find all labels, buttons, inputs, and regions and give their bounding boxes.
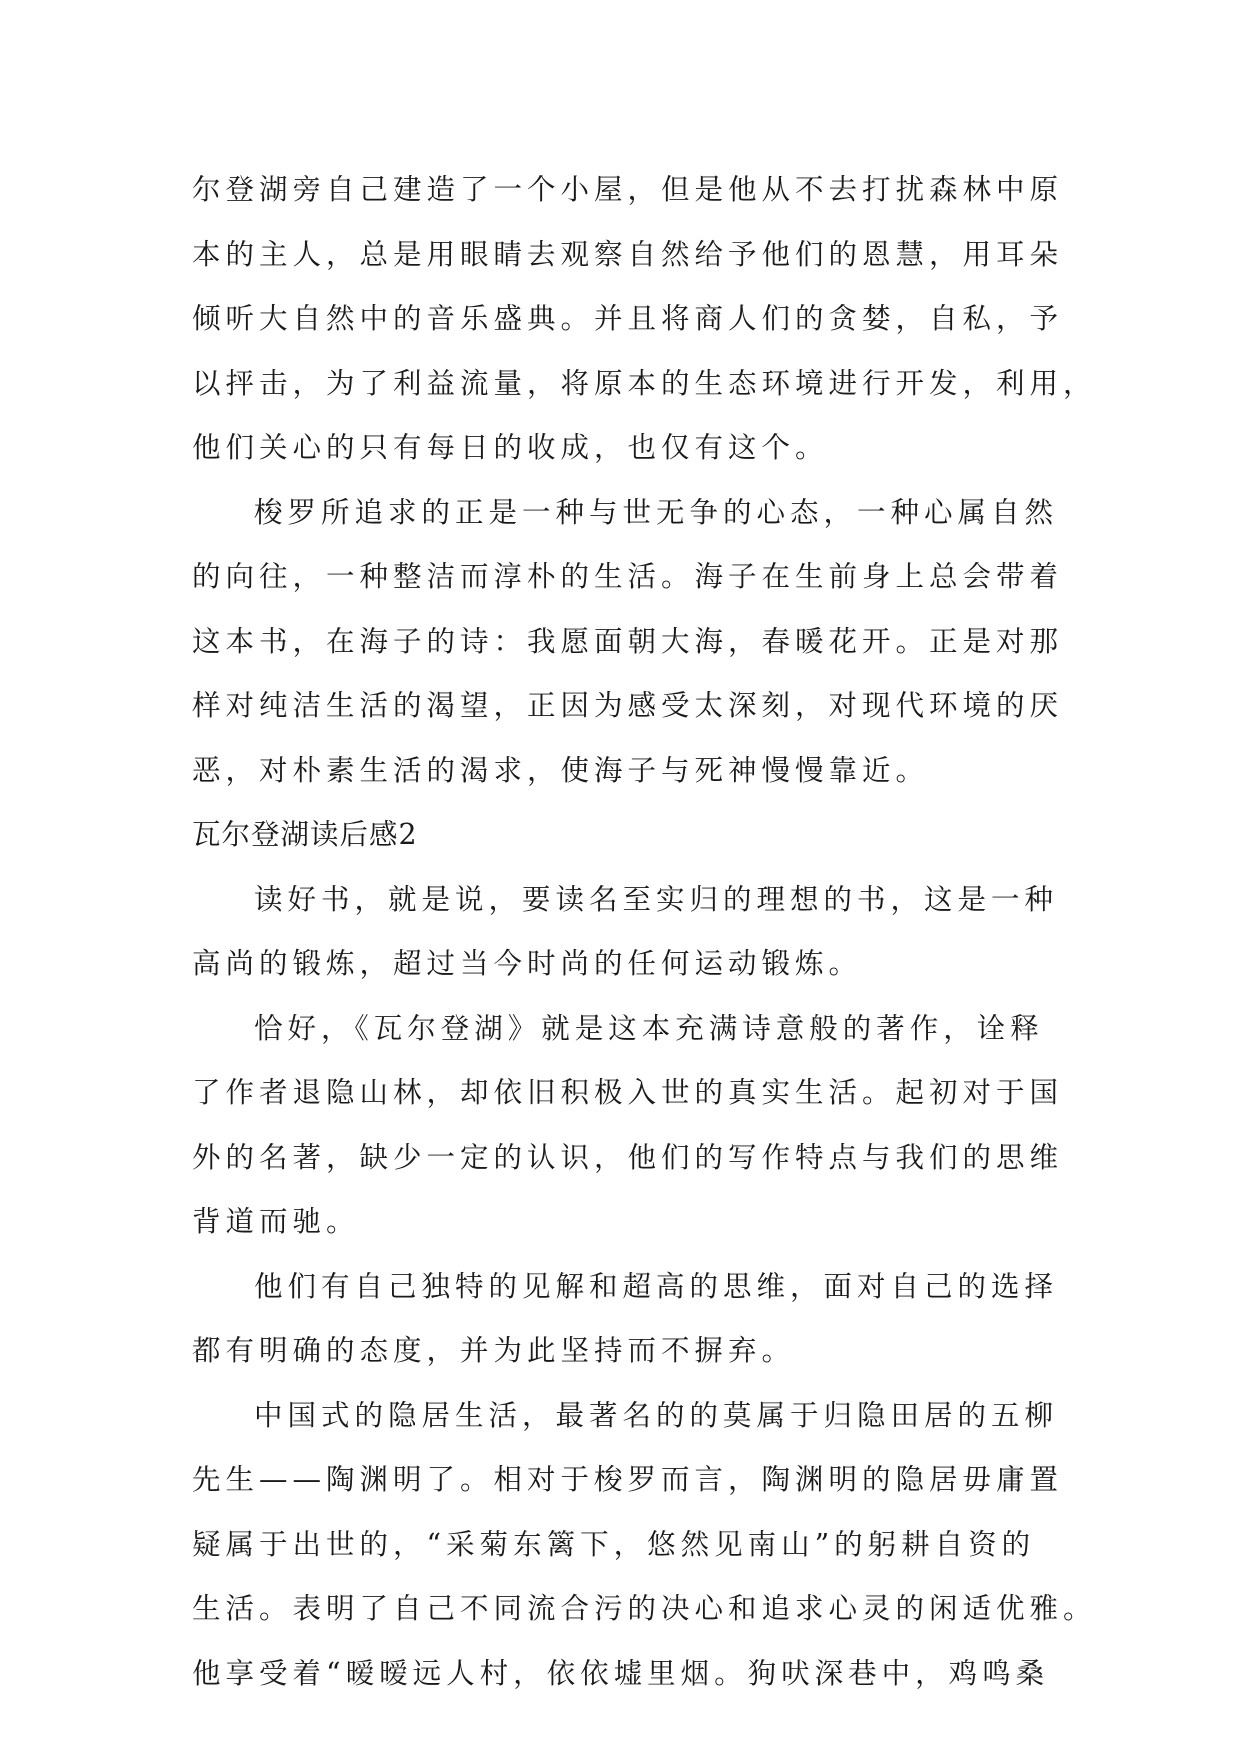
text-line: 以抨击，为了利益流量，将原本的生态环境进行开发，利用， <box>192 366 1097 400</box>
text-line: 都有明确的态度，并为此坚持而不摒弃。 <box>192 1334 796 1367</box>
section-heading: 瓦尔登湖读后感2 <box>192 818 418 851</box>
text-line: 他们关心的只有每日的收成，也仅有这个。 <box>192 431 829 464</box>
text-line: 他享受着“暧暧远人村，依依墟里烟。狗吠深巷中，鸡鸣桑 <box>192 1656 1050 1690</box>
text-line: 恶，对朴素生活的渴求，使海子与死神慢慢靠近。 <box>192 753 930 787</box>
text-line: 样对纯洁生活的渴望，正因为感受太深刻，对现代环境的厌 <box>192 689 1064 722</box>
paragraph-start-line: 恰好，《瓦尔登湖》就是这本充满诗意般的著作，诠释 <box>254 1011 1044 1045</box>
paragraph-start-line: 他们有自己独特的见解和超高的思维，面对自己的选择 <box>254 1269 1059 1303</box>
text-line: 高尚的锻炼，超过当今时尚的任何运动锻炼。 <box>192 947 863 980</box>
paragraph-start-line: 读好书，就是说，要读名至实归的理想的书，这是一种 <box>254 882 1059 916</box>
text-line: 这本书，在海子的诗：我愿面朝大海，春暖花开。正是对那 <box>192 624 1064 658</box>
text-line: 的向往，一种整洁而淳朴的生活。海子在生前身上总会带着 <box>192 560 1064 593</box>
text-line: 生活。表明了自己不同流合污的决心和追求心灵的闲适优雅。 <box>192 1592 1097 1625</box>
text-line: 了作者退隐山林，却依旧积极入世的真实生活。起初对于国 <box>192 1076 1064 1109</box>
paragraph-start-line: 中国式的隐居生活，最著名的的莫属于归隐田居的五柳 <box>254 1398 1059 1432</box>
text-line: 背道而驰。 <box>192 1205 360 1238</box>
text-line: 先生——陶渊明了。相对于梭罗而言，陶渊明的隐居毋庸置 <box>192 1463 1064 1496</box>
document-body <box>192 158 1097 1706</box>
text-line: 外的名著，缺少一定的认识，他们的写作特点与我们的思维 <box>192 1140 1064 1174</box>
text-line: 本的主人，总是用眼睛去观察自然给予他们的恩慧，用耳朵 <box>192 237 1064 271</box>
text-line: 疑属于出世的，“采菊东篱下，悠然见南山”的躬耕自资的 <box>192 1527 1036 1561</box>
paragraph-start-line: 梭罗所追求的正是一种与世无争的心态，一种心属自然 <box>254 495 1059 529</box>
text-line: 尔登湖旁自己建造了一个小屋，但是他从不去打扰森林中原 <box>192 173 1064 206</box>
text-line: 倾听大自然中的音乐盛典。并且将商人们的贪婪，自私，予 <box>192 302 1064 335</box>
